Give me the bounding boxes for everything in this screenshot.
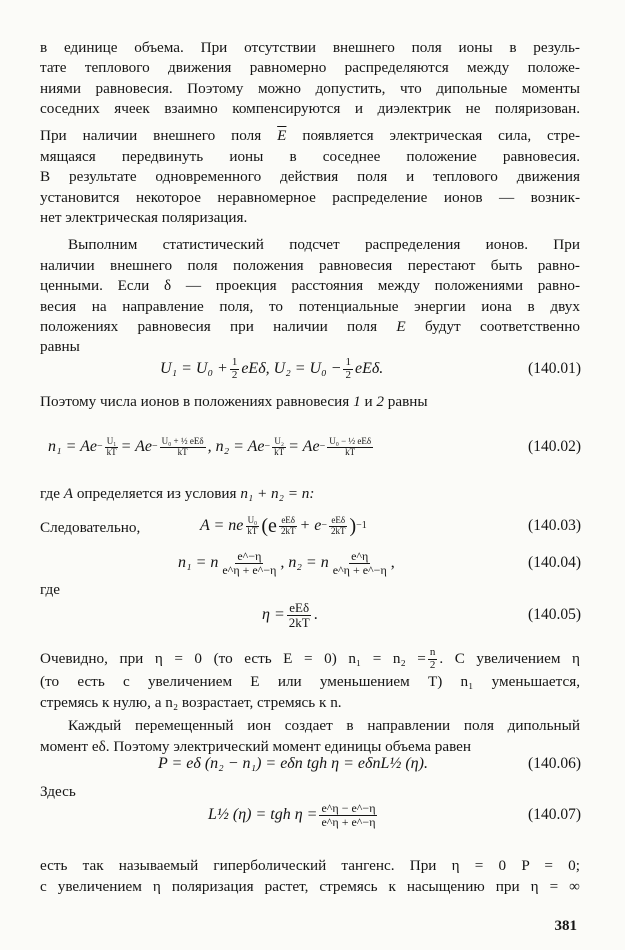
text-line: тате теплового движения равномерно распределяются между положе-	[40, 59, 580, 76]
text-line: В результате одновременного действия поля и теплового движения	[40, 168, 580, 185]
equation-140-07: L½ (η) = tgh η = $\frac{e\^{}\eta - e\^{}-\eta}{e\^{}\eta + e\^{}-\eta}$ (140.07)	[40, 792, 585, 838]
text-line: мящаяся передвинуть ионы в соседнее положение равновесия.	[40, 148, 580, 165]
text-line: Здесь	[40, 783, 76, 800]
text-line: с увеличением η поляризация растет, стремясь к насыщению при η = ∞	[40, 878, 580, 895]
equation-number: (140.05)	[528, 606, 581, 623]
text-line: (то есть с увеличением E или уменьшением T) n₁ уменьшается,	[40, 673, 580, 690]
text-line: момент eδ. Поэтому электрический момент единицы объема равен	[40, 738, 472, 755]
page-number: 381	[554, 918, 577, 934]
equation-140-05: η = $\frac{\text{eEδ}}{2kT}$ . (140.05)	[40, 592, 585, 638]
equation-140-03: A = ne $\frac{\text{U₀}}{kT}$ (e $\frac{\text{eEδ}}{2kT}$ + e − $\frac{\text{eEδ}}{2kT}$ ) −1 (140.03)	[40, 502, 585, 550]
text-line: Выполним статистический подсчет распределения ионов. При	[68, 236, 580, 253]
text-line: ниями равновесия. Поэтому можно допустить, что дипольные моменты	[40, 80, 580, 97]
text-line: Следовательно,	[40, 519, 141, 536]
text-line: Каждый перемещенный ион создает в направлении поля дипольный	[68, 717, 580, 734]
text-line: ценными. Если δ — проекция расстояния между положениями равно-	[40, 277, 580, 294]
equation-number: (140.02)	[528, 438, 581, 455]
text-line: При наличии внешнего поля $\overline{E}$ появляется электрическая сила, стре-	[40, 127, 581, 144]
text-line: где A определяется из условия n₁ + n₂ = n:	[40, 485, 315, 502]
equation-number: (140.01)	[528, 360, 581, 377]
vector-E: $\overline{E}$	[277, 127, 287, 144]
equation-number: (140.06)	[528, 755, 581, 772]
equation-140-01: U₁ = U₀ + $\frac{1}{2}$ eEδ, U₂ = U₀ − $\frac{1}{2}$ eEδ. (140.01)	[40, 346, 585, 392]
equation-140-02: n₁ = Ae − $\frac{\text{U₁}}{kT}$ = Ae − $\frac{\text{U₀ + ½ eEδ}}{kT}$ , n₂ = Ae − $\frac{\text{U₂}}{kT}$ = Ae − $\frac{\text{U₀ − ½ eEδ}}{kT}$ (140.02)	[40, 418, 585, 476]
equation-number: (140.04)	[528, 554, 581, 571]
equation-140-06: P = eδ (n₂ − n₁) = eδn tgh η = eδnL½ (η). (140.06)	[40, 746, 585, 782]
text-line: равны	[40, 338, 80, 355]
text-line: Очевидно, при η = 0 (то есть E = 0) n₁ = n₂ = $\frac{n}{2}$ . С увеличением η	[40, 646, 580, 672]
text-line: Поэтому числа ионов в положениях равновесия 1 и 2 равны	[40, 393, 428, 410]
text-line: нет электрическая поляризация.	[40, 209, 248, 226]
equation-140-04: n₁ = n $\frac{e\^{}-\eta}{e\^{}\eta + e\^{}-\eta}$ , n₂ = n $\frac{e\^{}\eta}{e\^{}\eta + e\^{}-\eta}$ , (140.04)	[40, 540, 585, 586]
text-line: установится некоторое неравномерное распределение ионов — возник-	[40, 189, 580, 206]
equation-number: (140.07)	[528, 806, 581, 823]
text-line: весия на направление поля, то потенциальные энергии иона в двух	[40, 298, 580, 315]
text-line: соседних ячеек взаимно компенсируются и диэлектрик не поляризован.	[40, 100, 580, 117]
text-line: где	[40, 581, 60, 598]
text-line: в единице объема. При отсутствии внешнего поля ионы в резуль-	[40, 39, 580, 56]
text-line: стремясь к нулю, а n₂ возрастает, стремясь к n.	[40, 694, 342, 711]
equation-number: (140.03)	[528, 517, 581, 534]
text-line: есть так называемый гиперболический тангенс. При η = 0 P = 0;	[40, 857, 580, 874]
text-line: положениях равновесия при наличии поля E будут соответственно	[40, 318, 581, 335]
text-line: наличии внешнего поля положения равновесия перестают быть равно-	[40, 257, 580, 274]
